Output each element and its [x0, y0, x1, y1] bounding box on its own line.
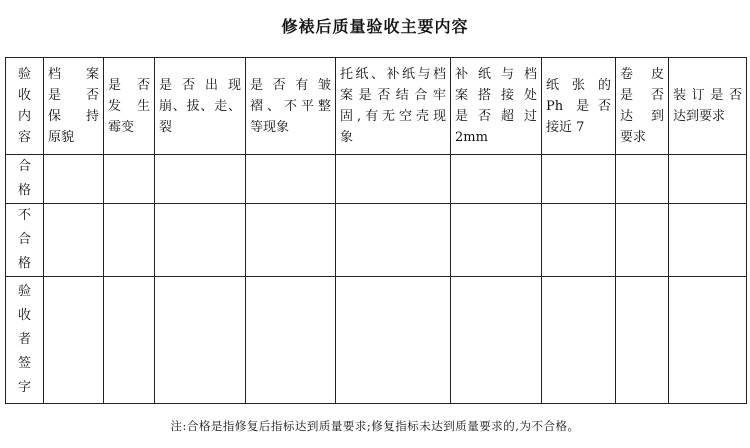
table-cell[interactable]: [104, 204, 155, 277]
header-line: 固,有无空壳现: [340, 109, 446, 124]
column-header: [542, 58, 616, 155]
table-cell[interactable]: [451, 204, 542, 277]
row-label-char: 字: [17, 380, 31, 395]
header-line: 内: [17, 109, 31, 124]
column-header: [616, 58, 669, 155]
header-line: 达到要求: [673, 109, 726, 124]
header-line: 是 否: [48, 88, 99, 103]
header-line: 验: [17, 67, 31, 82]
header-line: 褶、不平整: [250, 98, 331, 114]
header-line: 接近 7: [546, 119, 585, 135]
header-line: 裂: [159, 119, 173, 135]
column-header: [246, 58, 336, 155]
row-label: [6, 155, 44, 204]
table-cell[interactable]: [44, 155, 104, 204]
table-cell[interactable]: [669, 204, 747, 277]
table-cell[interactable]: [246, 277, 336, 404]
header-line: 纸张的: [546, 77, 611, 93]
row-label-char: 格: [17, 183, 31, 198]
header-line: 案搭接处: [455, 88, 537, 103]
header-line: 2mm: [455, 130, 488, 145]
header-line: 容: [17, 130, 31, 145]
header-line: 崩、拔、走、: [159, 98, 241, 114]
table-cell[interactable]: [542, 155, 616, 204]
column-header: [44, 58, 104, 155]
table-cell[interactable]: [616, 155, 669, 204]
header-line: 象: [340, 130, 354, 145]
header-line: 等现象: [250, 119, 290, 135]
header-line: 装订是否: [673, 88, 742, 103]
header-row: [6, 58, 747, 155]
row-label-char: 收: [17, 308, 31, 323]
header-line: 是否有皱: [250, 77, 331, 93]
table-cell[interactable]: [336, 277, 451, 404]
row-label-char: 验: [17, 284, 31, 299]
row-label: [6, 277, 44, 404]
header-line: 卷皮: [620, 67, 664, 82]
header-line: Ph 是否: [546, 98, 611, 114]
table-row: [6, 155, 747, 204]
table-cell[interactable]: [155, 204, 246, 277]
header-line: 案是否结合牢: [340, 88, 446, 103]
header-line: 收: [17, 88, 31, 103]
table-cell[interactable]: [542, 277, 616, 404]
table-row: [6, 277, 747, 404]
header-line: 是否: [620, 88, 664, 103]
row-label-char: 合: [17, 232, 31, 247]
table-cell[interactable]: [44, 277, 104, 404]
header-line: 保 持: [48, 109, 99, 124]
header-line: 是否出现: [159, 77, 241, 93]
row-label-char: 合: [17, 159, 31, 174]
header-line: 达到: [620, 109, 664, 124]
table-cell[interactable]: [246, 204, 336, 277]
table-cell[interactable]: [542, 204, 616, 277]
table-cell[interactable]: [155, 277, 246, 404]
row-label-char: 者: [17, 332, 31, 347]
header-line: 托纸、补纸与档: [340, 67, 446, 82]
table-cell[interactable]: [451, 155, 542, 204]
table-cell[interactable]: [336, 204, 451, 277]
table-cell[interactable]: [336, 155, 451, 204]
inspection-table: [5, 57, 747, 404]
column-header: [155, 58, 246, 155]
column-header: [451, 58, 542, 155]
column-header: [336, 58, 451, 155]
table-cell[interactable]: [451, 277, 542, 404]
header-line: 要求: [620, 130, 647, 145]
row-label-char: 不: [17, 208, 31, 223]
row-label-char: 格: [17, 256, 31, 271]
header-line: 发 生: [108, 98, 150, 114]
header-line: 是否超过: [455, 109, 537, 124]
table-cell[interactable]: [104, 155, 155, 204]
header-line: 原貌: [48, 130, 75, 145]
table-cell[interactable]: [44, 204, 104, 277]
row-label-char: 签: [17, 356, 31, 371]
table-cell[interactable]: [616, 204, 669, 277]
row-label: [6, 204, 44, 277]
header-line: 是 否: [108, 77, 150, 93]
document-title: 修裱后质量验收主要内容: [281, 17, 469, 36]
table-cell[interactable]: [246, 155, 336, 204]
footnote: 注:合格是指修复后指标达到质量要求;修复指标未达到质量要求的,为不合格。: [170, 419, 580, 433]
header-line: 补纸与档: [455, 67, 537, 82]
table-cell[interactable]: [104, 277, 155, 404]
column-header: [669, 58, 747, 155]
table-cell[interactable]: [616, 277, 669, 404]
row-header-label: [6, 58, 44, 155]
header-line: 档 案: [48, 67, 99, 82]
table-cell[interactable]: [669, 277, 747, 404]
column-header: [104, 58, 155, 155]
table-row: [6, 204, 747, 277]
header-line: 霉变: [108, 119, 135, 135]
table-cell[interactable]: [155, 155, 246, 204]
table-cell[interactable]: [669, 155, 747, 204]
